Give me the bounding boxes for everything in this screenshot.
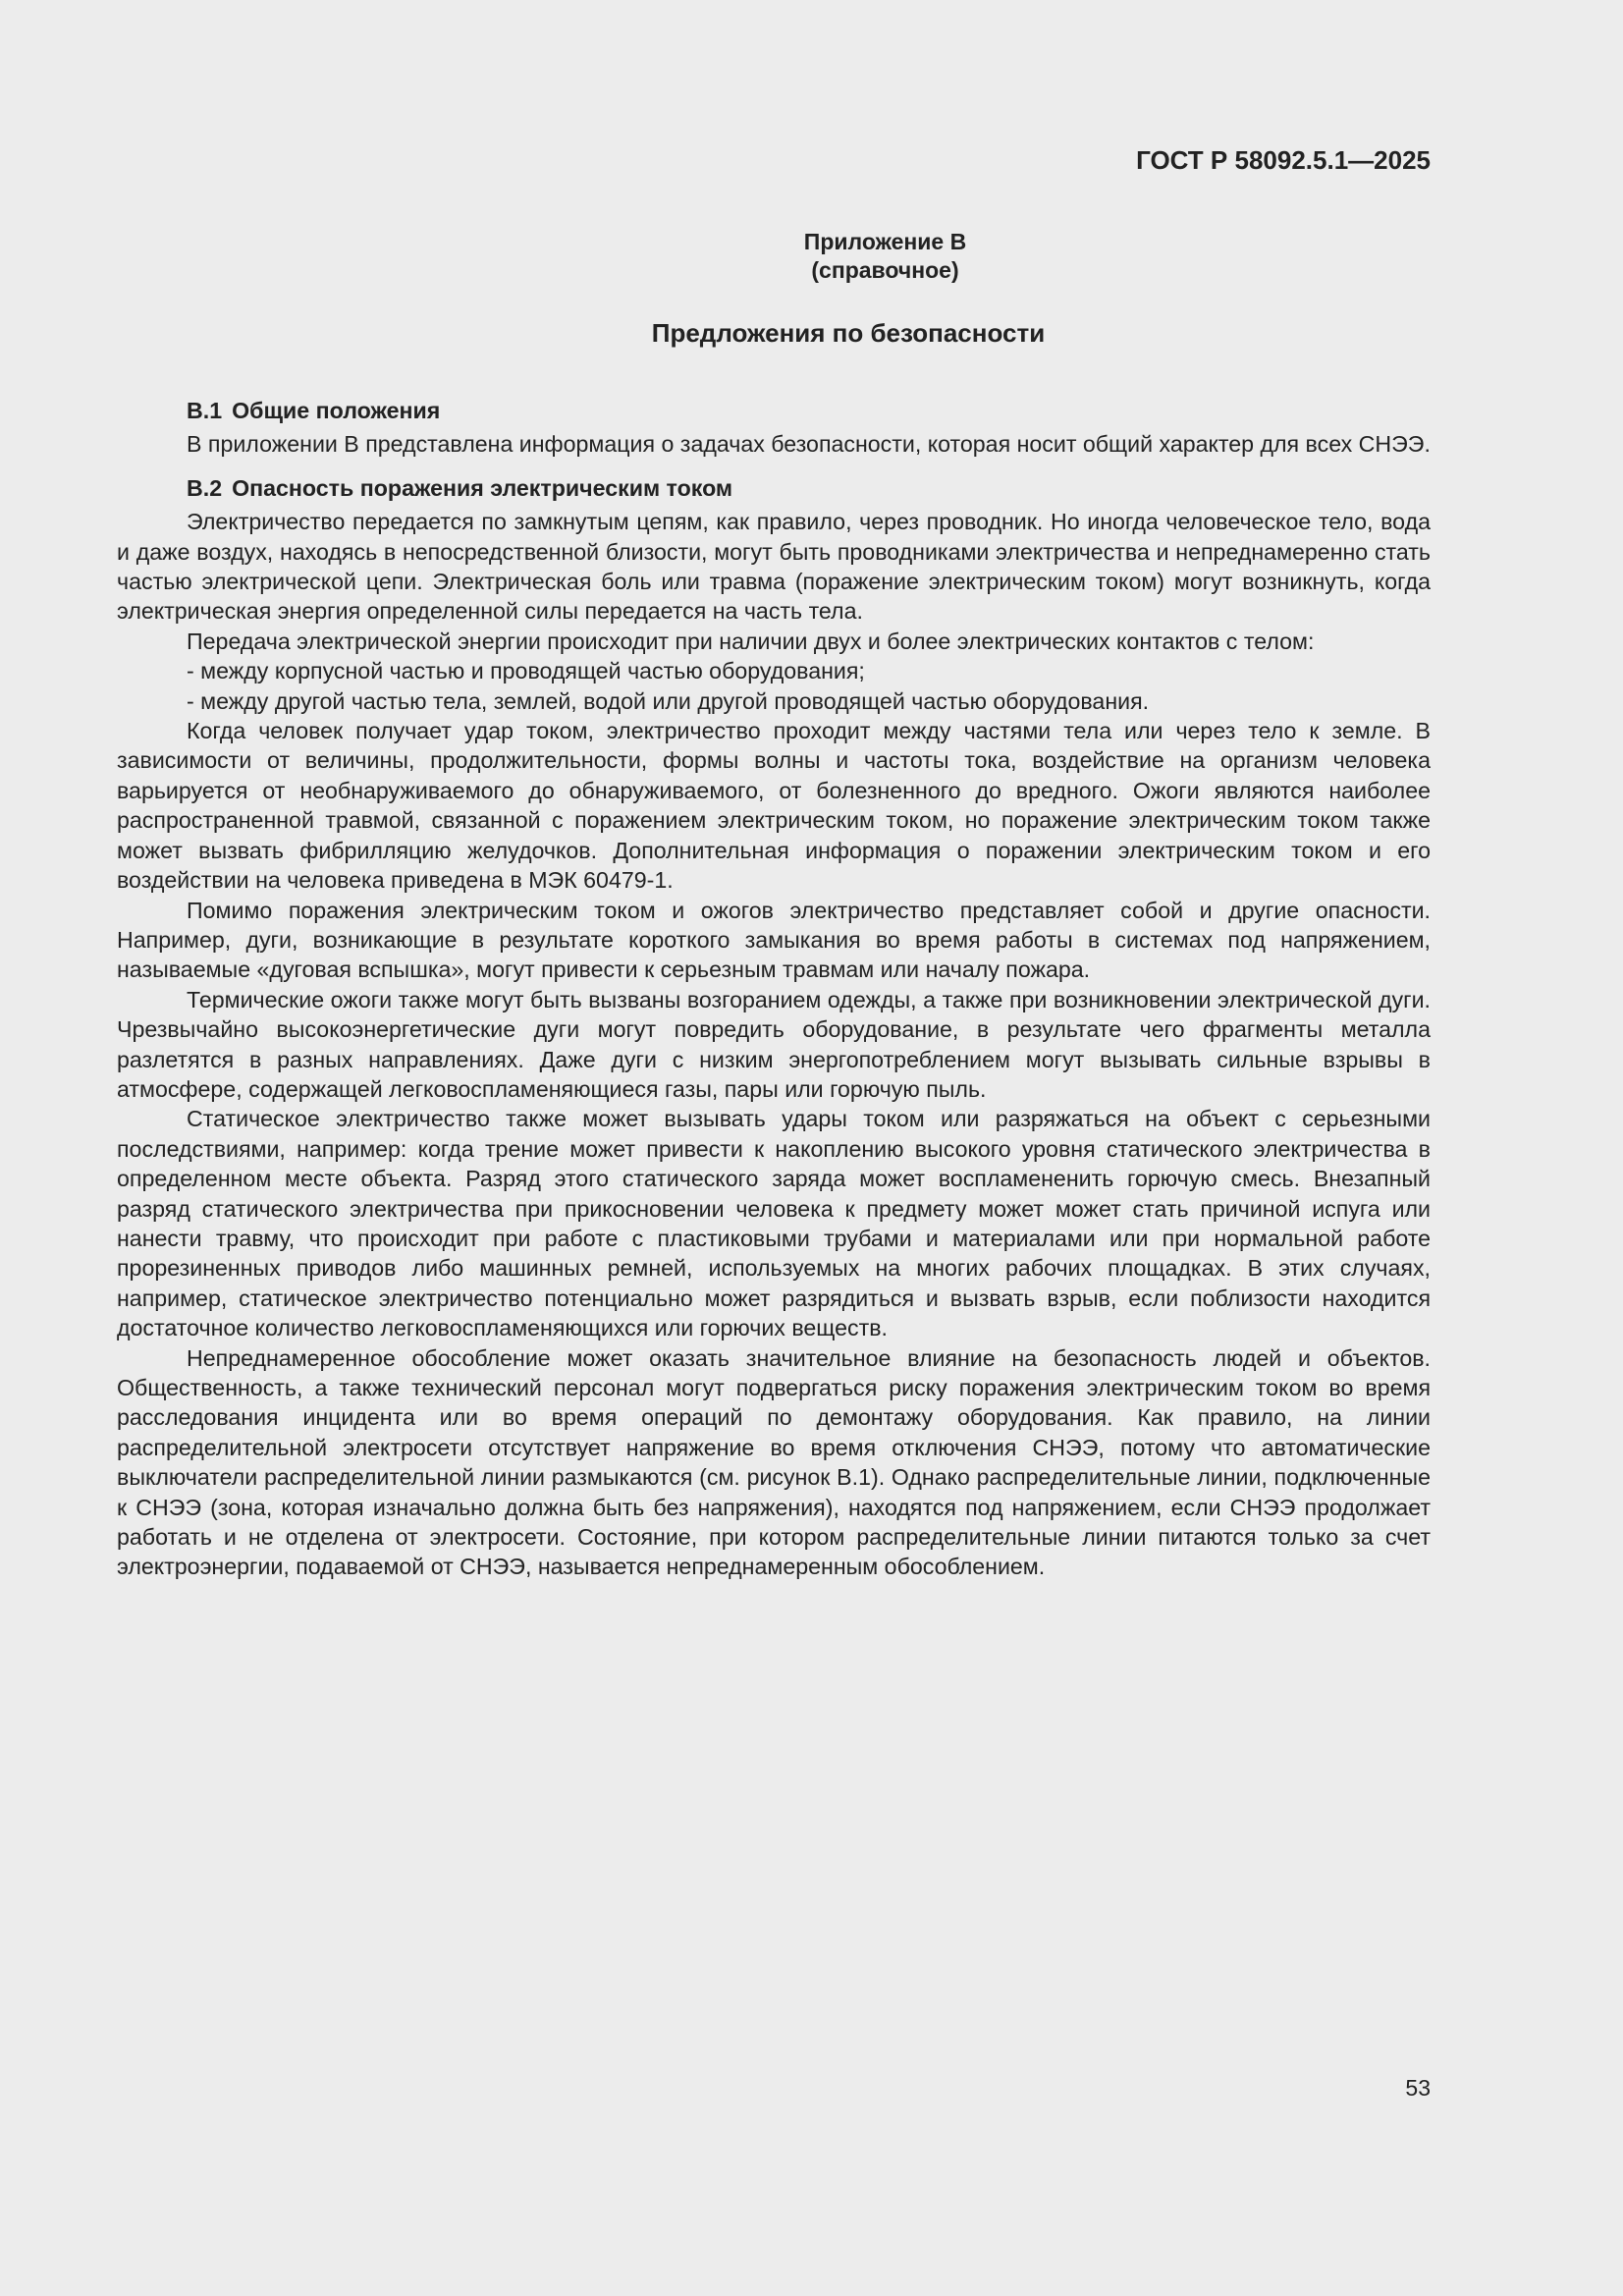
section-number: В.2 <box>187 474 223 501</box>
annex-title: Предложения по безопасности <box>651 318 1046 348</box>
paragraph: Статическое электричество также может вызывать удары током или разряжаться на объект с серьезными последствиями, например: когда трение может привести к накоплению высокого уровня статического электричества в определенном месте объекта. Разряд этого статического заряда может воспламененить горючую смесь. Внезапный разряд статического электричества при прикосновении человека к предмету может может стать причиной испуга или нанести травму, что происходит при работе с пластиковыми трубами и материалами или при нормальной работе прорезиненных приводов либо машинных ремней, используемых на многих рабочих площадках. В этих случаях, например, статическое электричество потенциально может разрядиться и вызвать взрыв, если поблизости находится достаточное количество легковоспламеняющихся или горючих веществ. <box>117 1106 1431 1341</box>
paragraph: Помимо поражения электрическим током и ожогов электричество представляет собой и другие опасности. Например, дуги, возникающие в результате короткого замыкания во время работы в системах под напряжением, называемые «дуговая вспышка», могут привести к серьезным травмам или началу пожара. <box>117 897 1431 983</box>
paragraph: Непреднамеренное обособление может оказать значительное влияние на безопасность людей и объектов. Общественность, а также технический персонал могут подвергаться риску поражения электрическим током во время расследования инцидента или во время операций по демонтажу оборудования. Как правило, на линии распределительной электросети отсутствует напряжение во время отключения СНЭЭ, потому что автоматические выключатели распределительной линии размыкаются (см. рисунок В.1). Однако распределительные линии, подключенные к СНЭЭ (зона, которая изначально должна быть без напряжения), находятся под напряжением, если СНЭЭ продолжает работать и не отделена от электросети. Состояние, при котором распределительные линии питаются только за счет электроэнергии, подаваемой от СНЭЭ, называется непреднамеренным обособлением. <box>117 1344 1431 1580</box>
paragraph: В приложении В представлена информация о задачах безопасности, которая носит общий характер для всех СНЭЭ. <box>187 431 1431 458</box>
section-heading <box>117 473 1431 503</box>
list-item: - между корпусной частью и проводящей частью оборудования; <box>187 658 865 684</box>
section-heading <box>117 396 1431 425</box>
paragraph: Термические ожоги также могут быть вызваны возгоранием одежды, а также при возникновении электрической дуги. Чрезвычайно высокоэнергетические дуги могут повредить оборудование, в результате чего фрагменты металла разлетятся в разных направлениях. Даже дуги с низким энергопотреблением могут вызывать сильные взрывы в атмосфере, содержащей легковоспламеняющиеся газы, пары или горючую пыль. <box>117 986 1431 1102</box>
section-number: В.1 <box>187 398 223 423</box>
page-number: 53 <box>1405 2075 1431 2101</box>
document-code: ГОСТ Р 58092.5.1—2025 <box>1136 145 1431 175</box>
annex-label-block <box>0 228 1623 285</box>
paragraph: Передача электрической энергии происходит при наличии двух и более электрических контактов с телом: <box>187 628 1315 654</box>
paragraph: Электричество передается по замкнутым цепям, как правило, через проводник. Но иногда человеческое тело, вода и даже воздух, находясь в непосредственной близости, могут быть проводниками электричества и непреднамеренно стать частью электрической цепи. Электрическая боль или травма (поражение электрическим током) могут возникнуть, когда электрическая энергия определенной силы передается на часть тела. <box>117 509 1431 625</box>
annex-label: Приложение В <box>803 229 967 254</box>
annex-type: (справочное) <box>811 257 959 283</box>
document-body <box>117 396 1431 1582</box>
list-item: - между другой частью тела, землей, водой или другой проводящей частью оборудования. <box>187 687 1150 714</box>
section-title: Общие положения <box>232 398 441 423</box>
paragraph: Когда человек получает удар током, электричество проходит между частями тела или через тело к земле. В зависимости от величины, продолжительности, формы волны и частоты тока, воздействие на организм человека варьируется от необнаруживаемого до обнаруживаемого, от болезненного до вредного. Ожоги являются наиболее распространенной травмой, связанной с поражением электрическим током, но поражение электрическим током также может вызвать фибрилляцию желудочков. Дополнительная информация о поражении электрическим током и его воздействии на человека приведена в МЭК 60479-1. <box>117 718 1431 894</box>
section-title: Опасность поражения электрическим током <box>232 474 733 501</box>
